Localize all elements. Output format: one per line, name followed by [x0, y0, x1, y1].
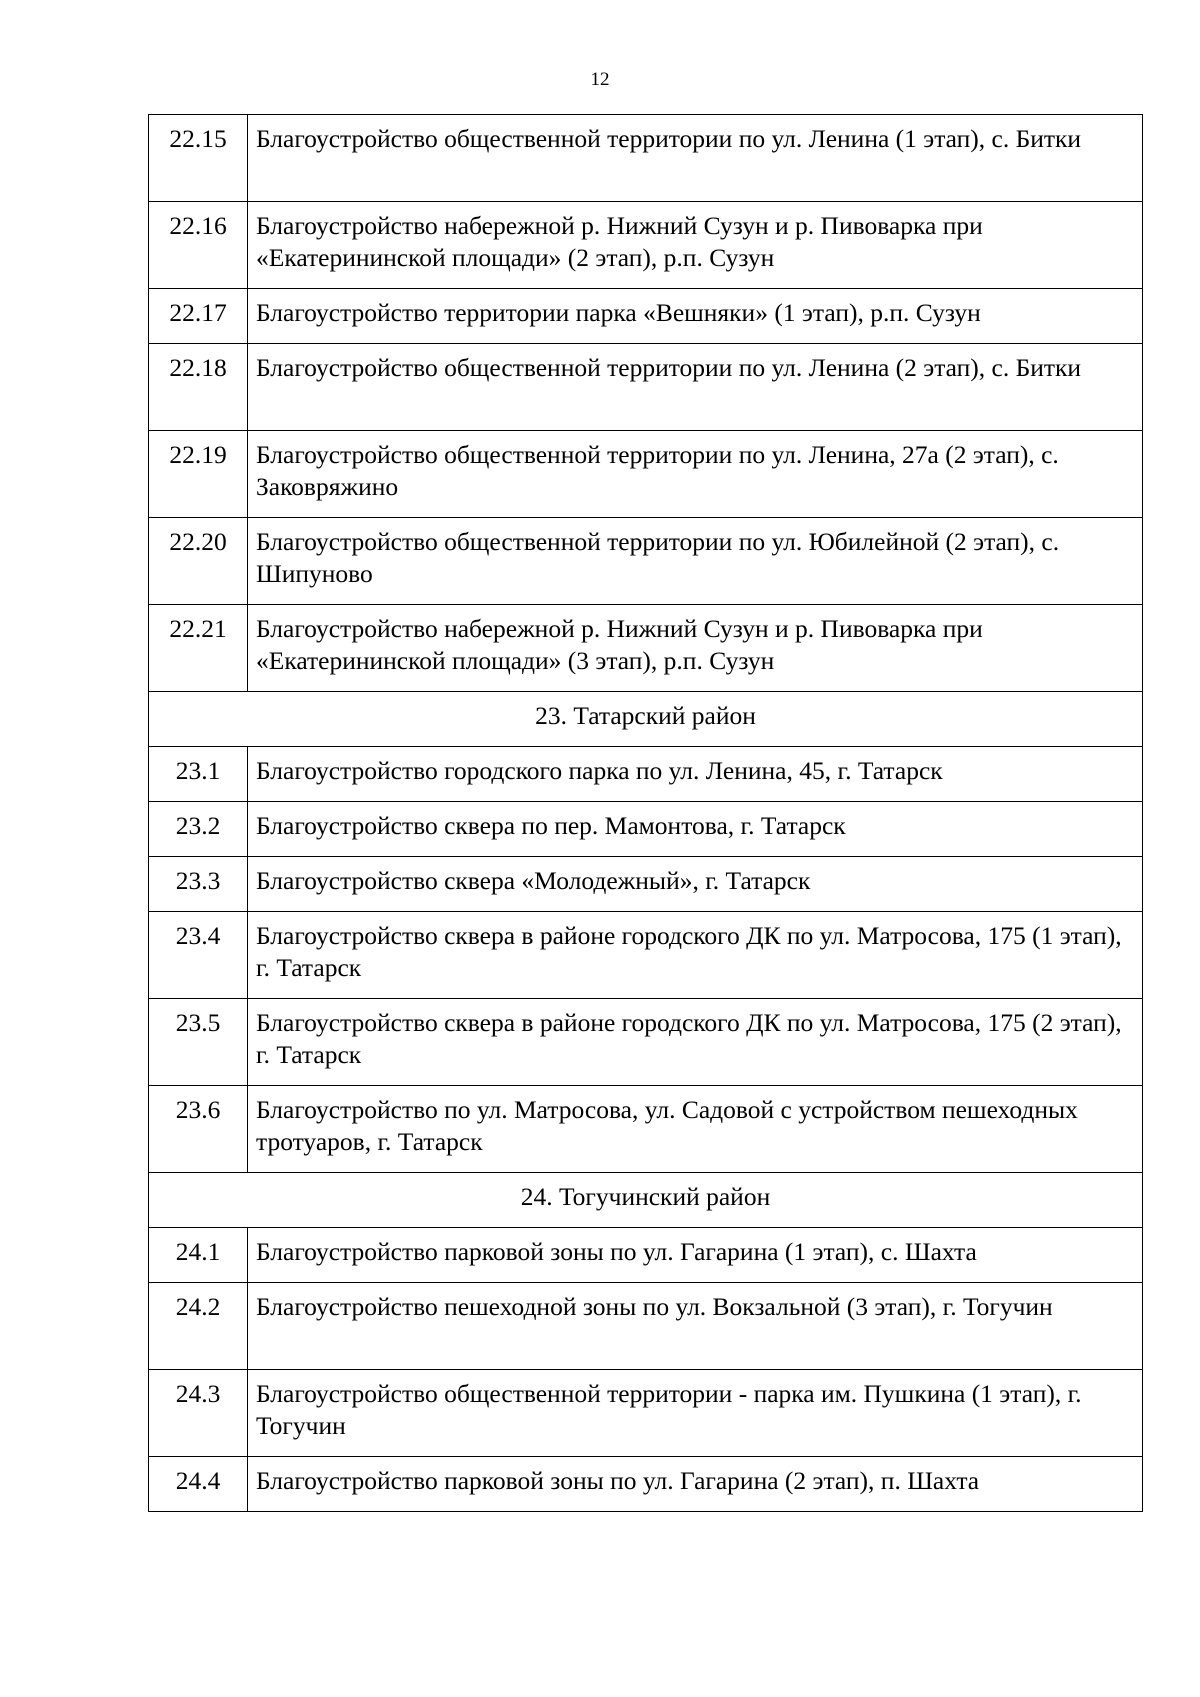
row-number: 23.6 — [149, 1086, 248, 1173]
table-row — [149, 1086, 1143, 1173]
row-description: Благоустройство общественной территории по ул. Юбилейной (2 этап), с. Шипуново — [248, 518, 1143, 605]
row-description: Благоустройство парковой зоны по ул. Гагарина (2 этап), п. Шахта — [248, 1457, 1143, 1512]
row-number: 23.5 — [149, 999, 248, 1086]
row-description: Благоустройство территории парка «Вешняки» (1 этап), р.п. Сузун — [248, 289, 1143, 344]
row-number: 24.2 — [149, 1283, 248, 1370]
section-header-row — [149, 692, 1143, 747]
table-row — [149, 1228, 1143, 1283]
table-row — [149, 747, 1143, 802]
row-description: Благоустройство набережной р. Нижний Сузун и р. Пивоварка при «Екатерининской площади» (3 этап), р.п. Сузун — [248, 605, 1143, 692]
row-number: 22.21 — [149, 605, 248, 692]
row-description: Благоустройство пешеходной зоны по ул. Вокзальной (3 этап), г. Тогучин — [248, 1283, 1143, 1370]
row-description: Благоустройство по ул. Матросова, ул. Садовой с устройством пешеходных тротуаров, г. Татарск — [248, 1086, 1143, 1173]
table-row — [149, 1457, 1143, 1512]
section-header-row — [149, 1173, 1143, 1228]
row-number: 22.17 — [149, 289, 248, 344]
row-description: Благоустройство городского парка по ул. Ленина, 45, г. Татарск — [248, 747, 1143, 802]
row-description: Благоустройство сквера «Молодежный», г. Татарск — [248, 857, 1143, 912]
row-description: Благоустройство общественной территории - парка им. Пушкина (1 этап), г. Тогучин — [248, 1370, 1143, 1457]
row-number: 23.2 — [149, 802, 248, 857]
row-description: Благоустройство общественной территории по ул. Ленина, 27а (2 этап), с. Заковряжино — [248, 431, 1143, 518]
row-number: 24.3 — [149, 1370, 248, 1457]
row-number: 22.19 — [149, 431, 248, 518]
table-row — [149, 115, 1143, 202]
table-row — [149, 518, 1143, 605]
row-number: 24.1 — [149, 1228, 248, 1283]
row-number: 22.20 — [149, 518, 248, 605]
row-description: Благоустройство набережной р. Нижний Сузун и р. Пивоварка при «Екатерининской площади» (2 этап), р.п. Сузун — [248, 202, 1143, 289]
table-row — [149, 202, 1143, 289]
row-number: 23.1 — [149, 747, 248, 802]
row-description: Благоустройство сквера в районе городского ДК по ул. Матросова, 175 (1 этап), г. Татарск — [248, 912, 1143, 999]
row-number: 23.3 — [149, 857, 248, 912]
row-number: 22.18 — [149, 344, 248, 431]
row-number: 23.4 — [149, 912, 248, 999]
row-number: 24.4 — [149, 1457, 248, 1512]
table-row — [149, 1370, 1143, 1457]
projects-table-body — [149, 115, 1143, 1512]
row-number: 22.16 — [149, 202, 248, 289]
row-description: Благоустройство сквера по пер. Мамонтова, г. Татарск — [248, 802, 1143, 857]
row-description: Благоустройство общественной территории по ул. Ленина (1 этап), с. Битки — [248, 115, 1143, 202]
table-row — [149, 999, 1143, 1086]
table-row — [149, 802, 1143, 857]
projects-table — [148, 114, 1143, 1512]
table-row — [149, 1283, 1143, 1370]
table-row — [149, 431, 1143, 518]
table-row — [149, 605, 1143, 692]
table-row — [149, 289, 1143, 344]
table-row — [149, 912, 1143, 999]
table-row — [149, 344, 1143, 431]
row-description: Благоустройство общественной территории по ул. Ленина (2 этап), с. Битки — [248, 344, 1143, 431]
row-description: Благоустройство сквера в районе городского ДК по ул. Матросова, 175 (2 этап), г. Татарск — [248, 999, 1143, 1086]
row-description: Благоустройство парковой зоны по ул. Гагарина (1 этап), с. Шахта — [248, 1228, 1143, 1283]
page-number: 12 — [590, 69, 610, 90]
table-row — [149, 857, 1143, 912]
section-title: 23. Татарский район — [149, 692, 1143, 747]
row-number: 22.15 — [149, 115, 248, 202]
section-title: 24. Тогучинский район — [149, 1173, 1143, 1228]
